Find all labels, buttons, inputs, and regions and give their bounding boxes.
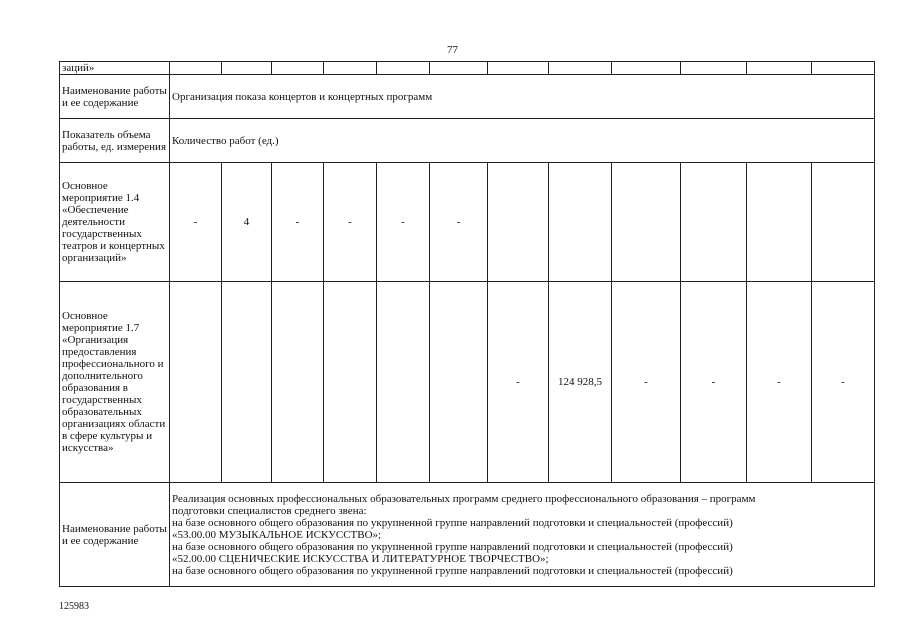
value-cell: 124 928,5 bbox=[549, 282, 612, 483]
program-table bbox=[59, 61, 875, 587]
row-label: Показатель объема работы, ед. измерения bbox=[60, 119, 170, 163]
value-cell bbox=[747, 163, 812, 282]
value-cell: - bbox=[612, 282, 681, 483]
value-cell bbox=[272, 282, 324, 483]
description-line: на базе основного общего образования по укрупненной группе направлений подготовки и специальностей (профессий) bbox=[172, 540, 733, 553]
description-line: «53.00.00 МУЗЫКАЛЬНОЕ ИСКУССТВО»; bbox=[172, 528, 382, 541]
work-description-cell bbox=[170, 483, 875, 587]
value-cell bbox=[812, 163, 875, 282]
row-label: Наименование работы и ее содержание bbox=[60, 483, 170, 587]
value-cell: - bbox=[747, 282, 812, 483]
value-cell bbox=[681, 163, 747, 282]
page-number: 77 bbox=[447, 44, 458, 56]
value-cell: - bbox=[430, 163, 488, 282]
value-cell: - bbox=[272, 163, 324, 282]
row-label: Основное мероприятие 1.4 «Обеспечение деятельности государственных театров и концертных организаций» bbox=[60, 163, 170, 282]
value-cell bbox=[430, 282, 488, 483]
description-line: «52.00.00 СЦЕНИЧЕСКИЕ ИСКУССТВА И ЛИТЕРАТУРНОЕ ТВОРЧЕСТВО»; bbox=[172, 552, 549, 565]
value-cell bbox=[377, 282, 430, 483]
value-cell bbox=[324, 282, 377, 483]
row-label: Наименование работы и ее содержание bbox=[60, 75, 170, 119]
document-id: 125983 bbox=[59, 601, 89, 612]
value-cell bbox=[170, 282, 222, 483]
description-line: подготовки специалистов среднего звена: bbox=[172, 504, 367, 517]
value-cell: 4 bbox=[222, 163, 272, 282]
value-cell: - bbox=[170, 163, 222, 282]
indicator-cell: Количество работ (ед.) bbox=[170, 119, 875, 163]
table-row bbox=[60, 75, 875, 119]
value-cell: - bbox=[681, 282, 747, 483]
row-label: заций» bbox=[60, 62, 170, 75]
table-row bbox=[60, 119, 875, 163]
value-cell bbox=[222, 282, 272, 483]
description-line: на базе основного общего образования по укрупненной группе направлений подготовки и специальностей (профессий) bbox=[172, 516, 733, 529]
value-cell: - bbox=[812, 282, 875, 483]
row-label: Основное мероприятие 1.7 «Организация предоставления профессионального и дополнительного образования в государственных образовательных организациях области в сфере культуры и искусства» bbox=[60, 282, 170, 483]
description-line: Реализация основных профессиональных образовательных программ среднего профессионального образования – программ bbox=[172, 492, 756, 505]
value-cell bbox=[549, 163, 612, 282]
description-line: на базе основного общего образования по укрупненной группе направлений подготовки и специальностей (профессий) bbox=[172, 564, 733, 577]
value-cell bbox=[488, 163, 549, 282]
value-cell: - bbox=[377, 163, 430, 282]
table-row bbox=[60, 282, 875, 483]
table-row bbox=[60, 62, 875, 75]
value-cell: - bbox=[488, 282, 549, 483]
value-cell: - bbox=[324, 163, 377, 282]
table-row bbox=[60, 163, 875, 282]
value-cell bbox=[612, 163, 681, 282]
table-row bbox=[60, 483, 875, 587]
work-name-cell: Организация показа концертов и концертных программ bbox=[170, 75, 875, 119]
